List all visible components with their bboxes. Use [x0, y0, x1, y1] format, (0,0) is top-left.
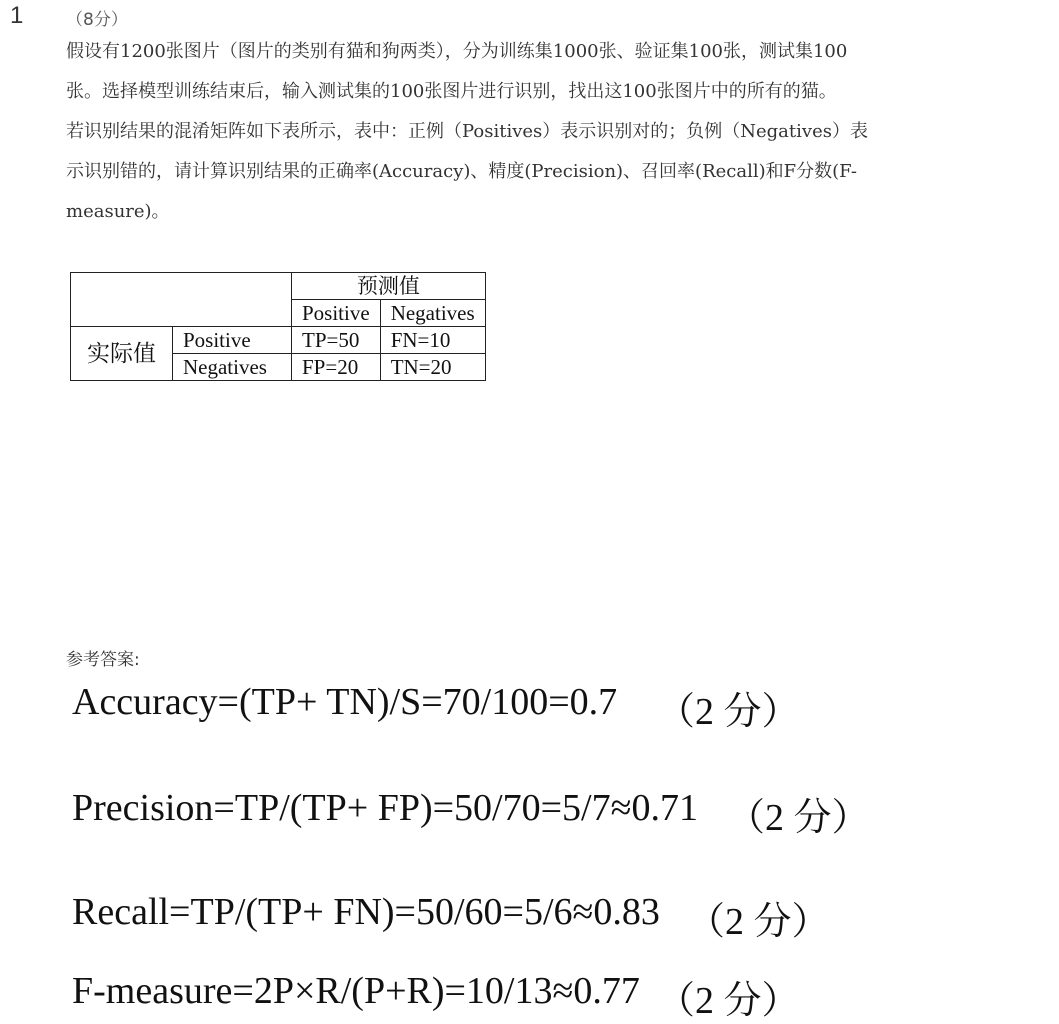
answer-formula: F-measure=2P×R/(P+R)=10/13≈0.77 — [72, 970, 640, 1012]
question-score: （8分） — [66, 10, 128, 30]
question-line: 若识别结果的混淆矩阵如下表所示，表中：正例（Positives）表示识别对的；负例（Negatives）表 — [66, 121, 868, 142]
col-header-positive: Positive — [292, 300, 381, 327]
answer-recall — [72, 890, 830, 943]
answer-formula: Precision=TP/(TP+ FP)=50/70=5/7≈0.71 — [72, 787, 698, 829]
empty-corner-cell — [71, 273, 292, 327]
confusion-matrix-table — [70, 272, 486, 381]
actual-header: 实际值 — [71, 327, 173, 381]
predicted-header: 预测值 — [292, 273, 486, 300]
answer-points: （2 分） — [657, 980, 800, 1022]
col-header-negatives: Negatives — [380, 300, 485, 327]
answer-formula: Recall=TP/(TP+ FN)=50/60=5/6≈0.83 — [72, 891, 660, 933]
answer-formula: Accuracy=(TP+ TN)/S=70/100=0.7 — [72, 681, 618, 723]
answer-precision — [72, 786, 870, 839]
answer-label: 参考答案: — [66, 650, 140, 670]
question-line: 示识别错的，请计算识别结果的正确率(Accuracy)、精度(Precision)、召回率(Recall)和F分数(F- — [66, 161, 857, 182]
question-number: 1 — [10, 2, 24, 29]
cell-tp: TP=50 — [292, 327, 381, 354]
cell-fp: FP=20 — [292, 354, 381, 381]
cell-tn: TN=20 — [380, 354, 485, 381]
question-line: 张。选择模型训练结束后，输入测试集的100张图片进行识别，找出这100张图片中的所有的猫。 — [66, 81, 837, 102]
question-text — [66, 32, 986, 232]
question-line: measure)。 — [66, 201, 170, 222]
question-line: 假设有1200张图片（图片的类别有猫和狗两类），分为训练集1000张、验证集100张，测试集100 — [66, 41, 848, 62]
row-header-negatives: Negatives — [173, 354, 292, 381]
answer-f-measure — [72, 969, 800, 1022]
answer-points: （2 分） — [657, 691, 800, 733]
answer-points: （2 分） — [687, 901, 830, 943]
row-header-positive: Positive — [173, 327, 292, 354]
answer-accuracy — [72, 680, 800, 733]
answer-points: （2 分） — [727, 797, 870, 839]
cell-fn: FN=10 — [380, 327, 485, 354]
